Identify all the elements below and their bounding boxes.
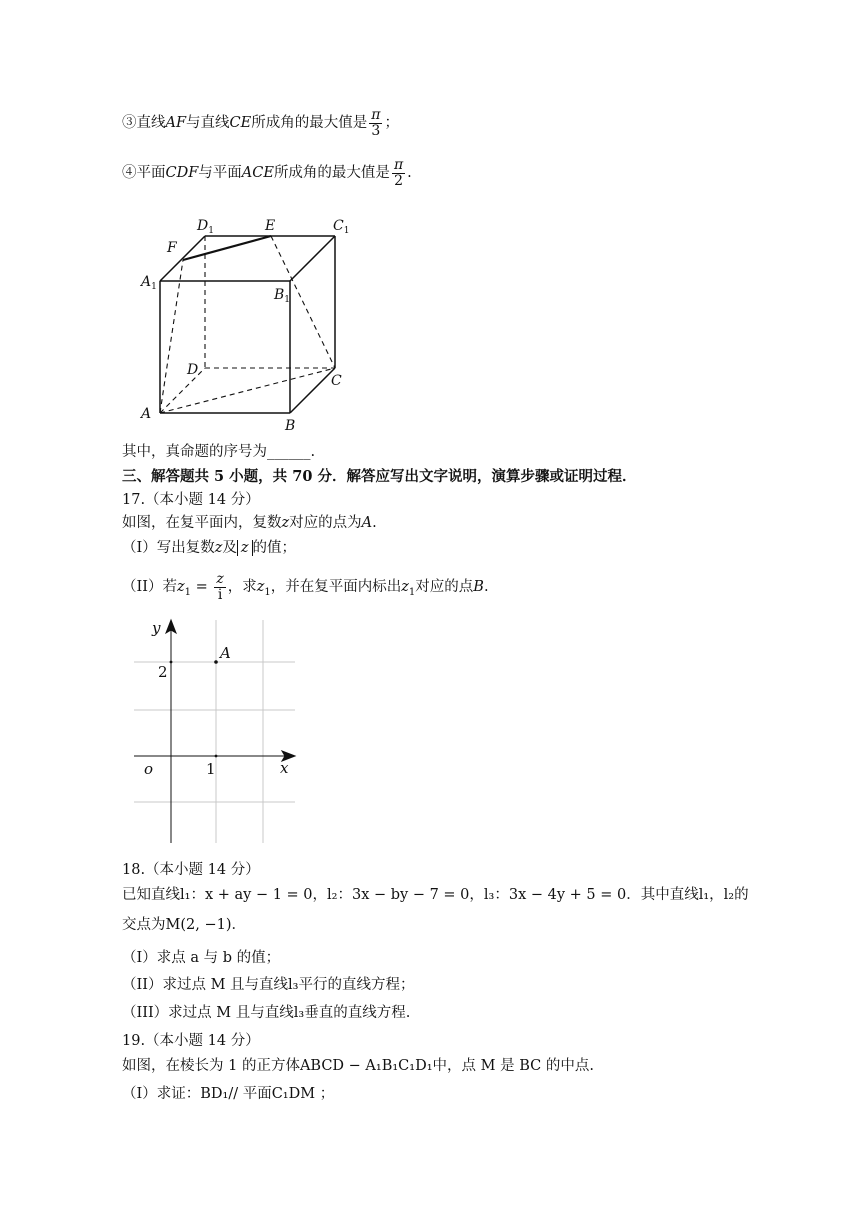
q19-part-1: （I）求证：BD₁// 平面C₁DM ；: [122, 1086, 335, 1102]
section-3-heading: 三、解答题共 5 小题，共 70 分．解答应写出文字说明，演算步骤或证明过程．: [122, 468, 637, 485]
tick-2: 2: [158, 663, 168, 681]
q16-answer-line: 其中，真命题的序号为______.: [122, 444, 316, 460]
label-a: A: [141, 406, 152, 422]
label-c: C: [331, 373, 342, 389]
y-axis-label: y: [152, 619, 161, 637]
fraction-z-over-i: $\frac{z}{i}$: [216, 571, 224, 603]
q17-stem: 如图，在复平面内，复数z对应的点为A.: [122, 515, 377, 531]
q18-part-3: （III）求过点 M 且与直线l₃垂直的直线方程.: [122, 1005, 411, 1021]
label-d: D: [187, 362, 199, 378]
complex-plane-grid: [130, 615, 300, 845]
q18-line-1: 已知直线l₁：x + ay − 1 = 0，l₂：3x − by − 7 = 0，l₃：3x − 4y + 5 = 0．其中直线l₁，l₂的: [122, 887, 749, 903]
origin-label: o: [144, 760, 154, 778]
x-axis-label: x: [280, 759, 289, 777]
q18-header: 18.（本小题 14 分）: [122, 862, 260, 878]
point-a-label: A: [220, 644, 231, 662]
cube-figure: [135, 208, 365, 436]
q17-header: 17.（本小题 14 分）: [122, 492, 260, 508]
q19-header: 19.（本小题 14 分）: [122, 1033, 260, 1049]
q18-line-2: 交点为M(2, −1)．: [122, 917, 246, 933]
q17-part-2: （II）若$z_1$ = $\frac{z}{i}$ ，求$z_1$，并在复平面内标出$z_1$对应的点B.: [122, 571, 489, 603]
fraction-pi-2: $\frac{\pi}{2}$: [393, 157, 404, 189]
label-d1: $D_1$: [197, 218, 214, 236]
item-4: ④平面CDF与平面ACE所成角的最大值是 $\frac{\pi}{2}$ .: [122, 157, 412, 189]
label-c1: $C_1$: [333, 218, 350, 236]
tick-1: 1: [206, 760, 216, 778]
label-b: B: [285, 418, 296, 434]
q18-part-1: （I）求点 a 与 b 的值；: [122, 950, 281, 966]
q17-part-1: （I）写出复数z及 z 的值；: [122, 540, 297, 556]
label-b1: $B_1$: [274, 287, 291, 305]
q19-line-1: 如图，在棱长为 1 的正方体ABCD − A₁B₁C₁D₁中，点 M 是 BC 的中点.: [122, 1058, 594, 1074]
q18-part-2: （II）求过点 M 且与直线l₃平行的直线方程；: [122, 977, 415, 993]
label-e: E: [265, 218, 276, 234]
item-3: ③直线AF与直线CE所成角的最大值是 $\frac{\pi}{3}$ ；: [122, 107, 399, 139]
label-a1: $A_1$: [141, 274, 157, 292]
fraction-pi-3: $\frac{\pi}{3}$: [371, 107, 381, 139]
label-f: F: [167, 240, 177, 256]
